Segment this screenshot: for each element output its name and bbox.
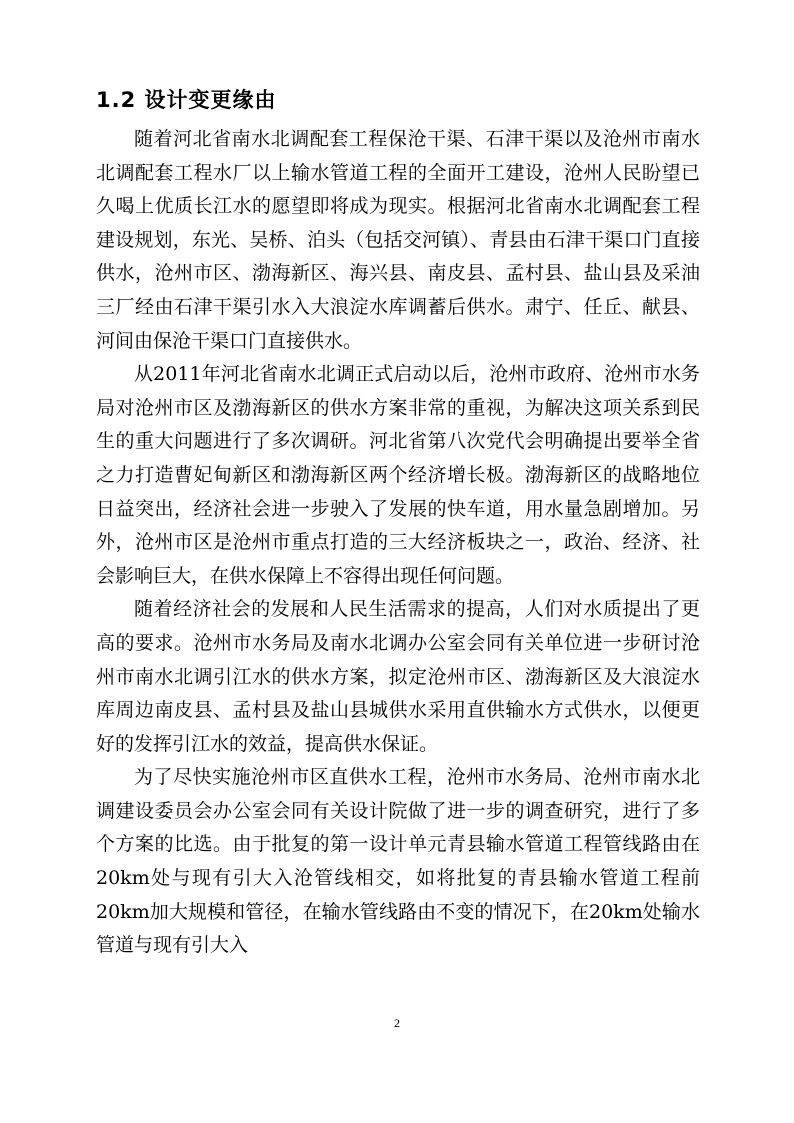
paragraph-1: 随着河北省南水北调配套工程保沧干渠、石津干渠以及沧州市南水北调配套工程水厂以上输水管道工程的全面开工建设，沧州人民盼望已久喝上优质长江水的愿望即将成为现实。根据河北省南水北调配套工程建设规划，东光、吴桥、泊头（包括交河镇）、青县由石津干渠口门直接供水，沧州市区、渤海新区、海兴县、南皮县、孟村县、盐山县及采油三厂经由石津干渠引水入大浪淀水库调蓄后供水。肃宁、任丘、献县、河间由保沧干渠口门直接供水。: [96, 128, 700, 352]
page-body: [96, 84, 700, 963]
paragraph-4: 为了尽快实施沧州市区直供水工程，沧州市水务局、沧州市南水北调建设委员会办公室会同有关设计院做了进一步的调查研究，进行了多个方案的比选。由于批复的第一设计单元青县输水管道工程管线路由在20km处与现有引大入沧管线相交，如将批复的青县输水管道工程前20km加大规模和管径，在输水管线路由不变的情况下，在20km处输水管道与现有引大入: [96, 766, 700, 957]
paragraph-3: 随着经济社会的发展和人民生活需求的提高，人们对水质提出了更高的要求。沧州市水务局及南水北调办公室会同有关单位进一步研讨沧州市南水北调引江水的供水方案，拟定沧州市区、渤海新区及大浪淀水库周边南皮县、孟村县及盐山县城供水采用直供输水方式供水，以便更好的发挥引江水的效益，提高供水保证。: [96, 598, 700, 755]
section-heading: 1.2 设计变更缘由: [96, 88, 277, 112]
paragraph-2: 从2011年河北省南水北调正式启动以后，沧州市政府、沧州市水务局对沧州市区及渤海新区的供水方案非常的重视，为解决这项关系到民生的重大问题进行了多次调研。河北省第八次党代会明确提出要举全省之力打造曹妃甸新区和渤海新区两个经济增长极。渤海新区的战略地位日益突出，经济社会进一步驶入了发展的快车道，用水量急剧增加。另外，沧州市区是沧州市重点打造的三大经济板块之一，政治、经济、社会影响巨大，在供水保障上不容得出现任何问题。: [96, 363, 700, 587]
page-number: 2: [394, 1016, 400, 1030]
